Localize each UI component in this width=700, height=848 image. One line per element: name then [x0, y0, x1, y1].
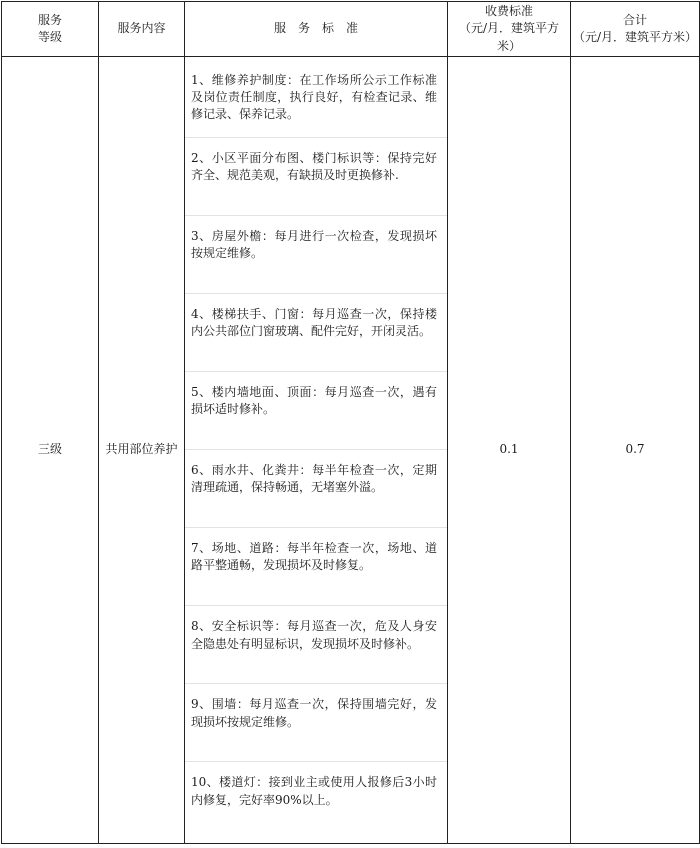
- service-standard-table: [1, 1, 700, 844]
- header-service-level: 服务 等级: [2, 2, 99, 57]
- header-service-standard: 服 务 标 准: [185, 2, 448, 57]
- table-header: [2, 2, 700, 57]
- standard-item-text: 4、楼梯扶手、门窗：每月巡查一次，保持楼内公共部位门窗玻璃、配件完好，开闭灵活。: [191, 306, 437, 339]
- header-service-content: 服务内容: [99, 2, 185, 57]
- standard-item: [185, 216, 447, 294]
- service-standard-cell: [185, 57, 448, 844]
- total-cell: 0.7: [571, 57, 700, 844]
- standard-item-text: 8、安全标识等：每月巡查一次，危及人身安全隐患处有明显标识，发现损坏及时修补。: [191, 619, 437, 651]
- standard-item: [185, 684, 447, 762]
- standard-item: [185, 294, 447, 372]
- header-total: 合计 （元/月．建筑平方米）: [571, 2, 700, 57]
- standard-item: [185, 762, 447, 840]
- standard-item-text: 1、维修养护制度：在工作场所公示工作标准及岗位责任制度，执行良好，有检查记录、维修记录、保养记录。: [191, 72, 437, 122]
- standard-item-text: 2、小区平面分布图、楼门标识等：保持完好齐全、规范美观，有缺损及时更换修补.: [191, 150, 437, 183]
- table-body: [2, 57, 700, 844]
- standard-item: [185, 138, 447, 216]
- standard-item: [185, 528, 447, 606]
- header-fee-standard: 收费标准 （元/月．建筑平方 米）: [448, 2, 571, 57]
- standard-item-text: 5、楼内墙地面、顶面：每月巡查一次，遇有损坏适时修补。: [191, 384, 437, 417]
- standard-item-text: 10、楼道灯：接到业主或使用人报修后3小时内修复，完好率90%以上。: [191, 775, 437, 807]
- service-level-cell: 三级: [2, 57, 99, 844]
- table-row: [2, 57, 700, 844]
- standard-item-text: 6、雨水井、化粪井：每半年检查一次，定期清理疏通，保持畅通，无堵塞外溢。: [191, 463, 437, 495]
- fee-standard-cell: 0.1: [448, 57, 571, 844]
- standard-item: [185, 606, 447, 684]
- standard-item-text: 3、房屋外檐：每月进行一次检查，发现损坏按规定维修。: [191, 228, 437, 261]
- standard-item-text: 9、围墙：每月巡查一次，保持围墙完好，发现损坏按规定维修。: [191, 697, 437, 729]
- standard-item: [185, 450, 447, 528]
- standard-item: [185, 372, 447, 450]
- standard-item-text: 7、场地、道路：每半年检查一次，场地、道路平整通畅，发现损坏及时修复。: [191, 541, 437, 573]
- header-row: [2, 2, 700, 57]
- service-content-cell: 共用部位养护: [99, 57, 185, 844]
- standard-item: [185, 60, 447, 138]
